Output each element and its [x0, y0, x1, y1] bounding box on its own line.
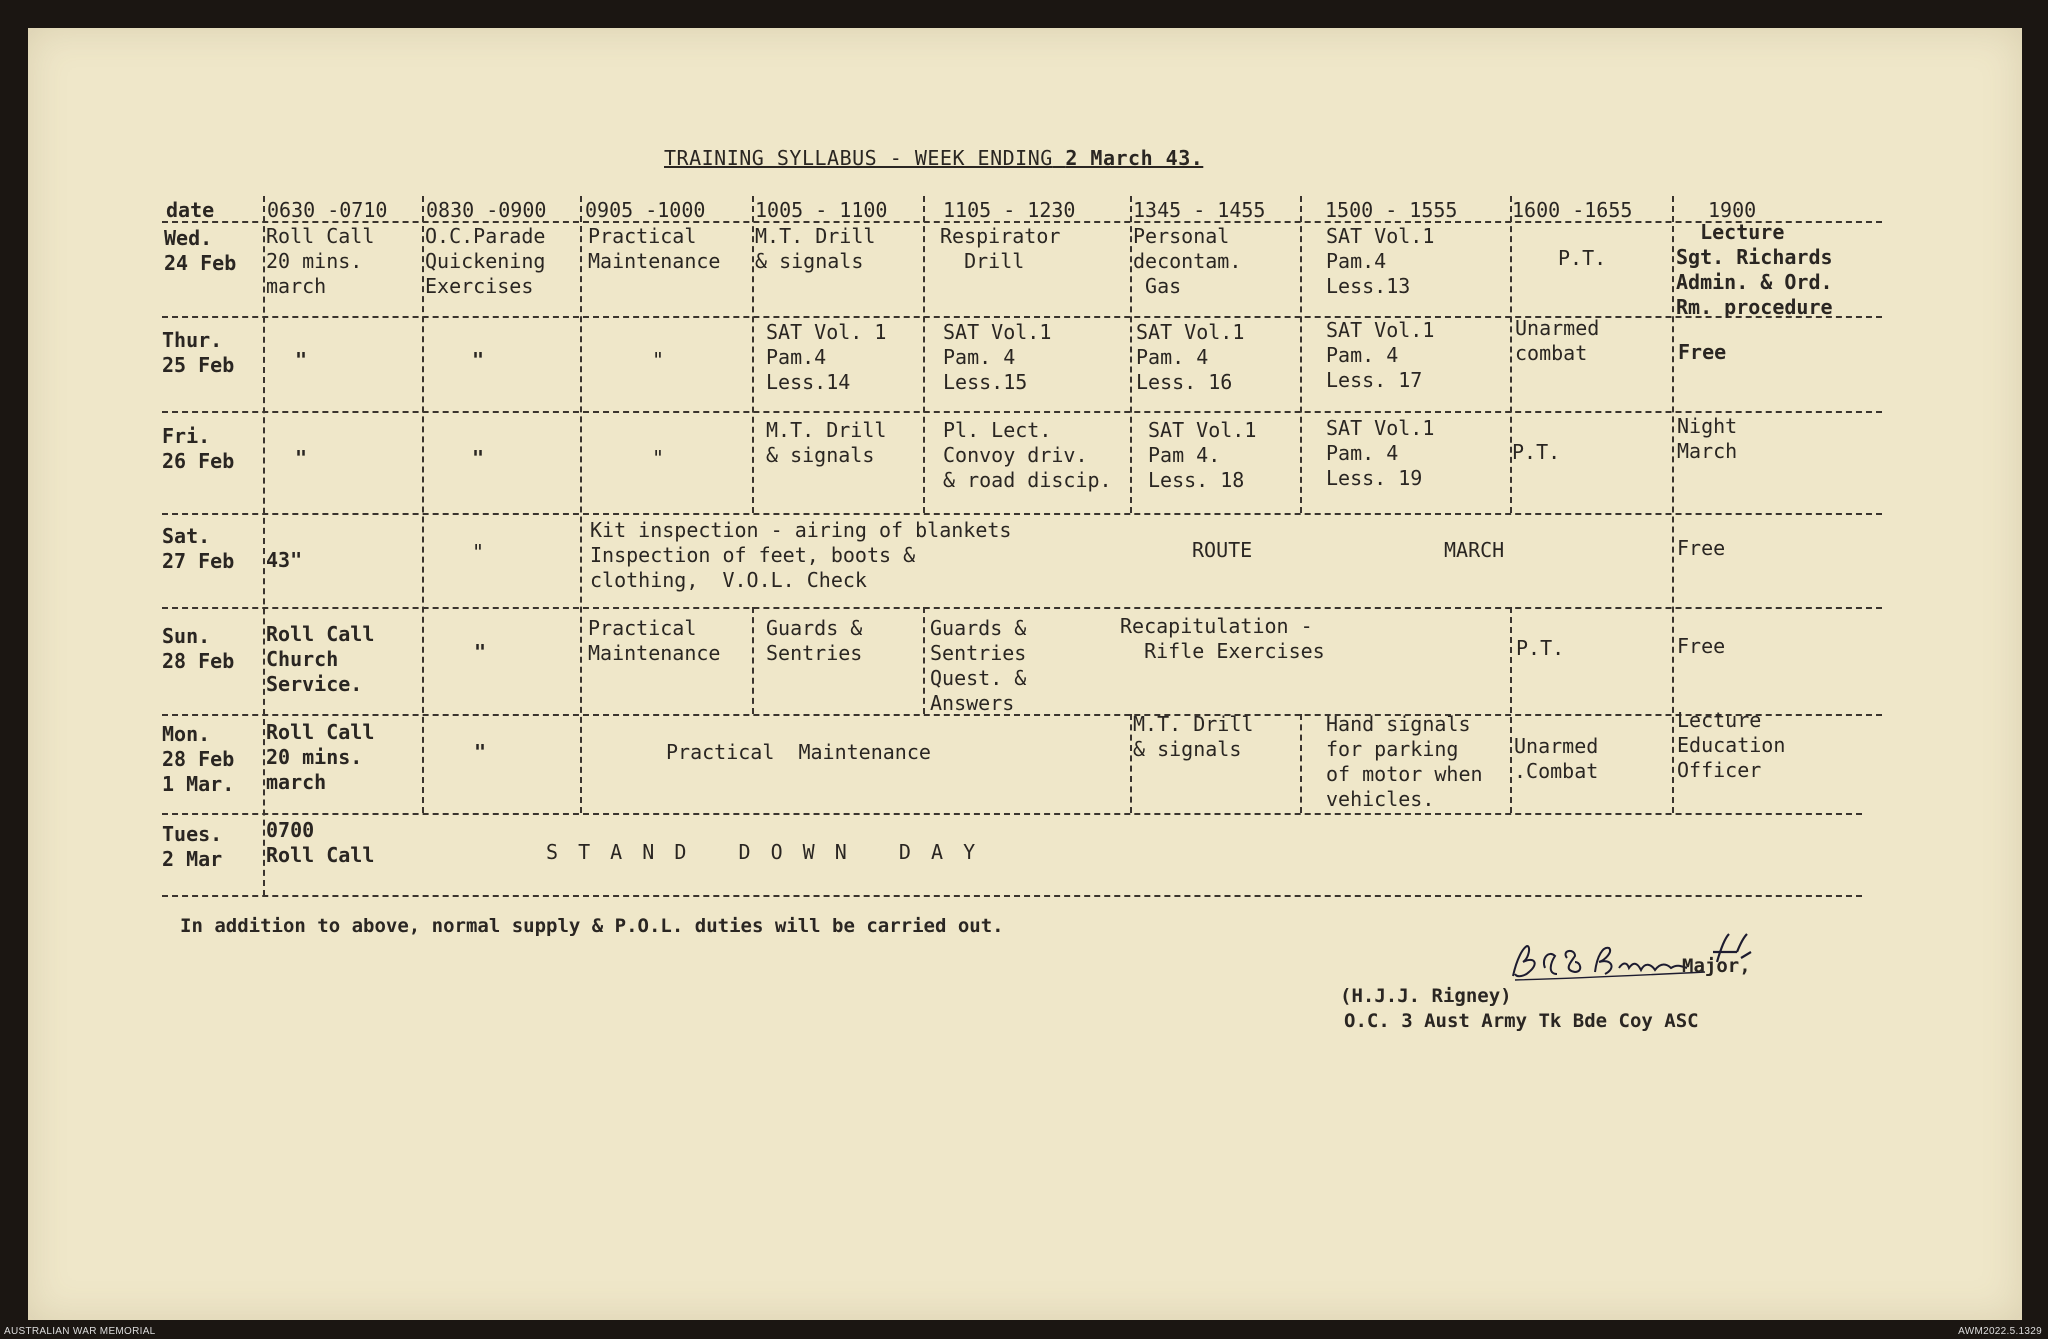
cell-sun-1105: Guards & Sentries Quest. & Answers [930, 616, 1027, 715]
day-wed: Wed. 24 Feb [164, 226, 237, 275]
day-thu: Thur. 25 Feb [162, 328, 235, 377]
cell-thu-1105: SAT Vol.1 Pam. 4 Less.15 [943, 320, 1052, 394]
col-line [422, 196, 424, 813]
col-line [1130, 196, 1132, 513]
cell-fri-1005: M.T. Drill & signals [766, 418, 887, 467]
col-line [1510, 607, 1512, 813]
cell-fri-1105: Pl. Lect. Convoy driv. & road discip. [943, 418, 1112, 492]
cell-fri-1600: P.T. [1512, 440, 1561, 464]
col-line [1510, 196, 1512, 513]
cell-wed-1345: Personal decontam. Gas [1133, 224, 1242, 298]
col-line [752, 196, 754, 513]
row-line [162, 411, 1882, 413]
cell-thu-1900: Free [1678, 340, 1727, 364]
row-line [162, 316, 1882, 318]
cell-sun-recapitulation: Recapitulation - Rifle Exercises [1120, 614, 1325, 663]
header-1900: 1900 [1708, 198, 1757, 222]
cell-sun-0630: Roll Call Church Service. [266, 622, 375, 696]
cell-sun-0830: " [474, 640, 487, 664]
row-line [162, 607, 1882, 609]
cell-wed-1005: M.T. Drill & signals [755, 224, 876, 273]
cell-wed-1900: Lecture Sgt. Richards Admin. & Ord. Rm. procedure [1676, 220, 1833, 319]
cell-thu-1005: SAT Vol. 1 Pam.4 Less.14 [766, 320, 887, 394]
col-line [1300, 714, 1302, 813]
col-line [923, 607, 925, 714]
cell-thu-1345: SAT Vol.1 Pam. 4 Less. 16 [1136, 320, 1245, 394]
cell-fri-1900: Night March [1677, 414, 1738, 463]
cell-fri-1500: SAT Vol.1 Pam. 4 Less. 19 [1326, 416, 1435, 490]
cell-mon-0630: Roll Call 20 mins. march [266, 720, 375, 794]
header-0905: 0905 -1000 [585, 198, 706, 222]
cell-mon-1500: Hand signals for parking of motor when vehicles. [1326, 712, 1483, 811]
footnote: In addition to above, normal supply & P.O.L. duties will be carried out. [180, 915, 1004, 937]
cell-mon-1900: Lecture Education Officer [1677, 708, 1786, 782]
cell-thu-1500: SAT Vol.1 Pam. 4 Less. 17 [1326, 318, 1435, 392]
cell-sun-0905: Practical Maintenance [588, 616, 721, 665]
row-line [162, 813, 1862, 815]
cell-sat-0630: 43" [266, 548, 303, 572]
cell-mon-1600: Unarmed .Combat [1514, 734, 1599, 783]
document-title [664, 146, 1203, 170]
col-line [752, 607, 754, 714]
col-line [580, 196, 582, 813]
cell-sat-route: ROUTE [1192, 538, 1253, 562]
day-fri: Fri. 26 Feb [162, 424, 235, 473]
cell-thu-0830: " [472, 348, 485, 372]
bottom-line [162, 895, 1862, 897]
cell-thu-1600: Unarmed combat [1515, 316, 1600, 365]
col-line [1672, 196, 1674, 813]
footer-accession-number: AWM2022.5.1329 [1958, 1326, 2042, 1337]
row-line [162, 513, 1882, 515]
cell-sun-1600: P.T. [1516, 636, 1565, 660]
signatory-unit: O.C. 3 Aust Army Tk Bde Coy ASC [1344, 1010, 1699, 1032]
col-line [1130, 714, 1132, 813]
cell-wed-1600: P.T. [1558, 246, 1607, 270]
signatory-name: (H.J.J. Rigney) [1340, 985, 1512, 1007]
cell-wed-1105: Respirator Drill [940, 224, 1061, 273]
cell-fri-0905: " [652, 446, 665, 470]
day-mon: Mon. 28 Feb 1 Mar. [162, 722, 235, 796]
header-0630: 0630 -0710 [267, 198, 388, 222]
header-date: date [166, 198, 215, 222]
signatory-rank: Major, [1682, 955, 1751, 977]
day-sat: Sat. 27 Feb [162, 524, 235, 573]
cell-fri-1345: SAT Vol.1 Pam 4. Less. 18 [1148, 418, 1257, 492]
cell-wed-0630: Roll Call 20 mins. march [266, 224, 375, 298]
cell-sat-march: MARCH [1444, 538, 1505, 562]
header-0830: 0830 -0900 [426, 198, 547, 222]
header-1105: 1105 - 1230 [943, 198, 1076, 222]
cell-sat-1900: Free [1677, 536, 1726, 560]
footer-archive-name: AUSTRALIAN WAR MEMORIAL [4, 1326, 156, 1337]
cell-wed-0905: Practical Maintenance [588, 224, 721, 273]
day-sun: Sun. 28 Feb [162, 624, 235, 673]
day-tue: Tues. 2 Mar [162, 822, 223, 871]
cell-wed-1500: SAT Vol.1 Pam.4 Less.13 [1326, 224, 1435, 298]
cell-wed-0830: O.C.Parade Quickening Exercises [425, 224, 546, 298]
col-line [1300, 196, 1302, 513]
cell-mon-0830: " [474, 740, 487, 764]
cell-sat-0830: " [472, 540, 485, 564]
cell-sun-1900: Free [1677, 634, 1726, 658]
header-1500: 1500 - 1555 [1325, 198, 1458, 222]
cell-thu-0905: " [652, 348, 665, 372]
cell-mon-practical-maintenance: Practical Maintenance [666, 740, 931, 764]
header-1345: 1345 - 1455 [1133, 198, 1266, 222]
handwritten-signature [1505, 928, 1805, 988]
header-1005: 1005 - 1100 [755, 198, 888, 222]
title-date: 2 March 43. [1065, 146, 1204, 170]
cell-fri-0830: " [472, 446, 485, 470]
cell-thu-0630: " [295, 348, 308, 372]
cell-sun-1005: Guards & Sentries [766, 616, 863, 665]
header-1600: 1600 -1655 [1512, 198, 1633, 222]
col-line [263, 196, 265, 896]
cell-tue-stand-down-day: S T A N D D O W N D A Y [546, 840, 980, 864]
cell-mon-1345: M.T. Drill & signals [1133, 712, 1254, 761]
title-text: TRAINING SYLLABUS - WEEK ENDING [664, 146, 1053, 170]
cell-sat-kit-inspection: Kit inspection - airing of blankets Inspection of feet, boots & clothing, V.O.L. Check [590, 518, 1012, 592]
col-line [923, 196, 925, 513]
cell-tue-0630: 0700 Roll Call [266, 818, 375, 867]
cell-fri-0630: " [295, 446, 308, 470]
